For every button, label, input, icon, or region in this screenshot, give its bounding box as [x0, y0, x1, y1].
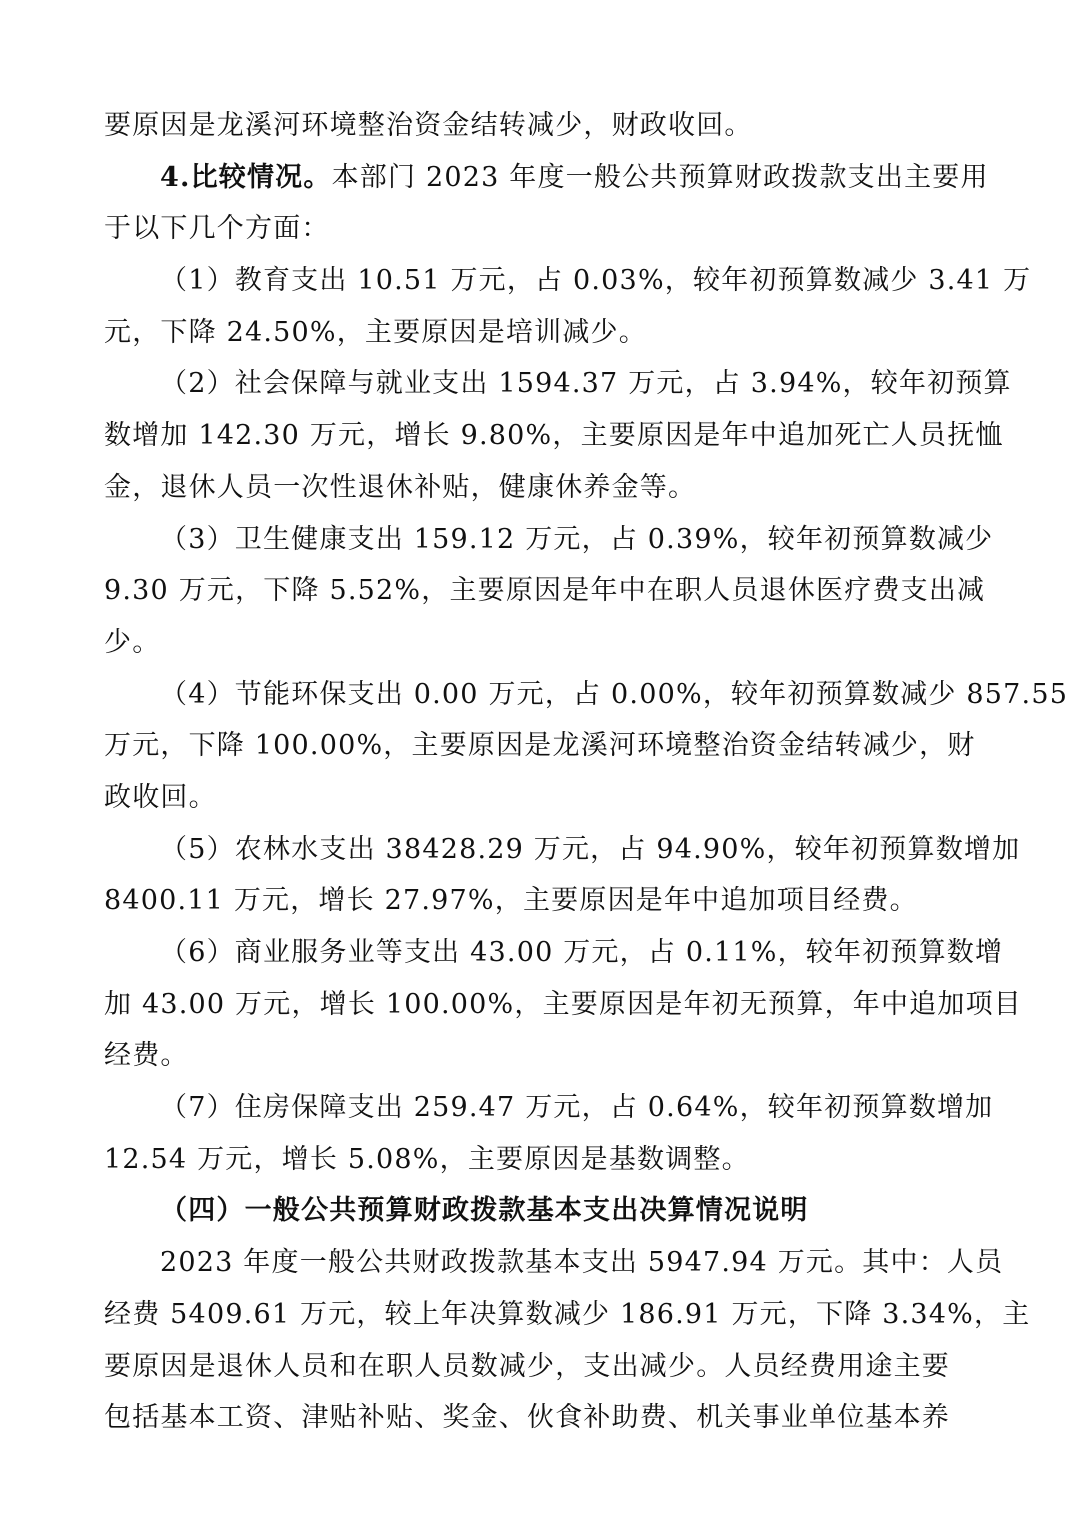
- text-line: 12.54 万元，增长 5.08%，主要原因是基数调整。: [104, 1143, 750, 1175]
- text-line: 万元，下降 100.00%，主要原因是龙溪河环境整治资金结转减少，财: [104, 730, 976, 762]
- text-line: 要原因是龙溪河环境整治资金结转减少，财政收回。: [104, 110, 753, 141]
- text-line: （7）住房保障支出 259.47 万元，占 0.64%，较年初预算数增加: [160, 1092, 994, 1124]
- section-heading-text: 本部门 2023 年度一般公共预算财政拨款支出主要用: [331, 161, 989, 193]
- section-heading-line: [104, 152, 989, 204]
- text-line: 经费 5409.61 万元，较上年决算数减少 186.91 万元，下降 3.34%，主: [104, 1298, 1031, 1330]
- text-line: 数增加 142.30 万元，增长 9.80%，主要原因是年中追加死亡人员抚恤: [104, 420, 1004, 452]
- text-line: （4）节能环保支出 0.00 万元，占 0.00%，较年初预算数减少 857.55: [160, 678, 1069, 710]
- text-line: 8400.11 万元，增长 27.97%，主要原因是年中追加项目经费。: [104, 885, 918, 917]
- text-line: 政收回。: [104, 781, 217, 813]
- text-line: （1）教育支出 10.51 万元，占 0.03%，较年初预算数减少 3.41 万: [160, 265, 1032, 297]
- text-line: 要原因是退休人员和在职人员数减少，支出减少。人员经费用途主要: [104, 1350, 950, 1382]
- text-line: （5）农林水支出 38428.29 万元，占 94.90%，较年初预算数增加: [160, 833, 1021, 865]
- subsection-title: （四）一般公共预算财政拨款基本支出决算情况说明: [160, 1195, 809, 1227]
- text-line: 于以下几个方面：: [104, 213, 330, 245]
- text-line: （3）卫生健康支出 159.12 万元，占 0.39%，较年初预算数减少: [160, 523, 994, 555]
- text-line: 包括基本工资、津贴补贴、奖金、伙食补助费、机关事业单位基本养: [104, 1402, 950, 1434]
- text-line: 元，下降 24.50%，主要原因是培训减少。: [104, 316, 647, 348]
- text-line: 2023 年度一般公共财政拨款基本支出 5947.94 万元。其中：人员: [160, 1247, 1004, 1279]
- text-line: 加 43.00 万元，增长 100.00%，主要原因是年初无预算，年中追加项目: [104, 988, 1022, 1020]
- text-line: （2）社会保障与就业支出 1594.37 万元，占 3.94%，较年初预算: [160, 368, 1012, 400]
- text-line: 金，退休人员一次性退休补贴，健康休养金等。: [104, 471, 697, 503]
- section-heading-bold: 4.比较情况。: [160, 161, 332, 193]
- text-line: 9.30 万元，下降 5.52%，主要原因是年中在职人员退休医疗费支出减: [104, 575, 986, 607]
- text-line: （6）商业服务业等支出 43.00 万元，占 0.11%，较年初预算数增: [160, 937, 1004, 968]
- text-line: 少。: [104, 626, 161, 658]
- text-line: 经费。: [104, 1040, 189, 1072]
